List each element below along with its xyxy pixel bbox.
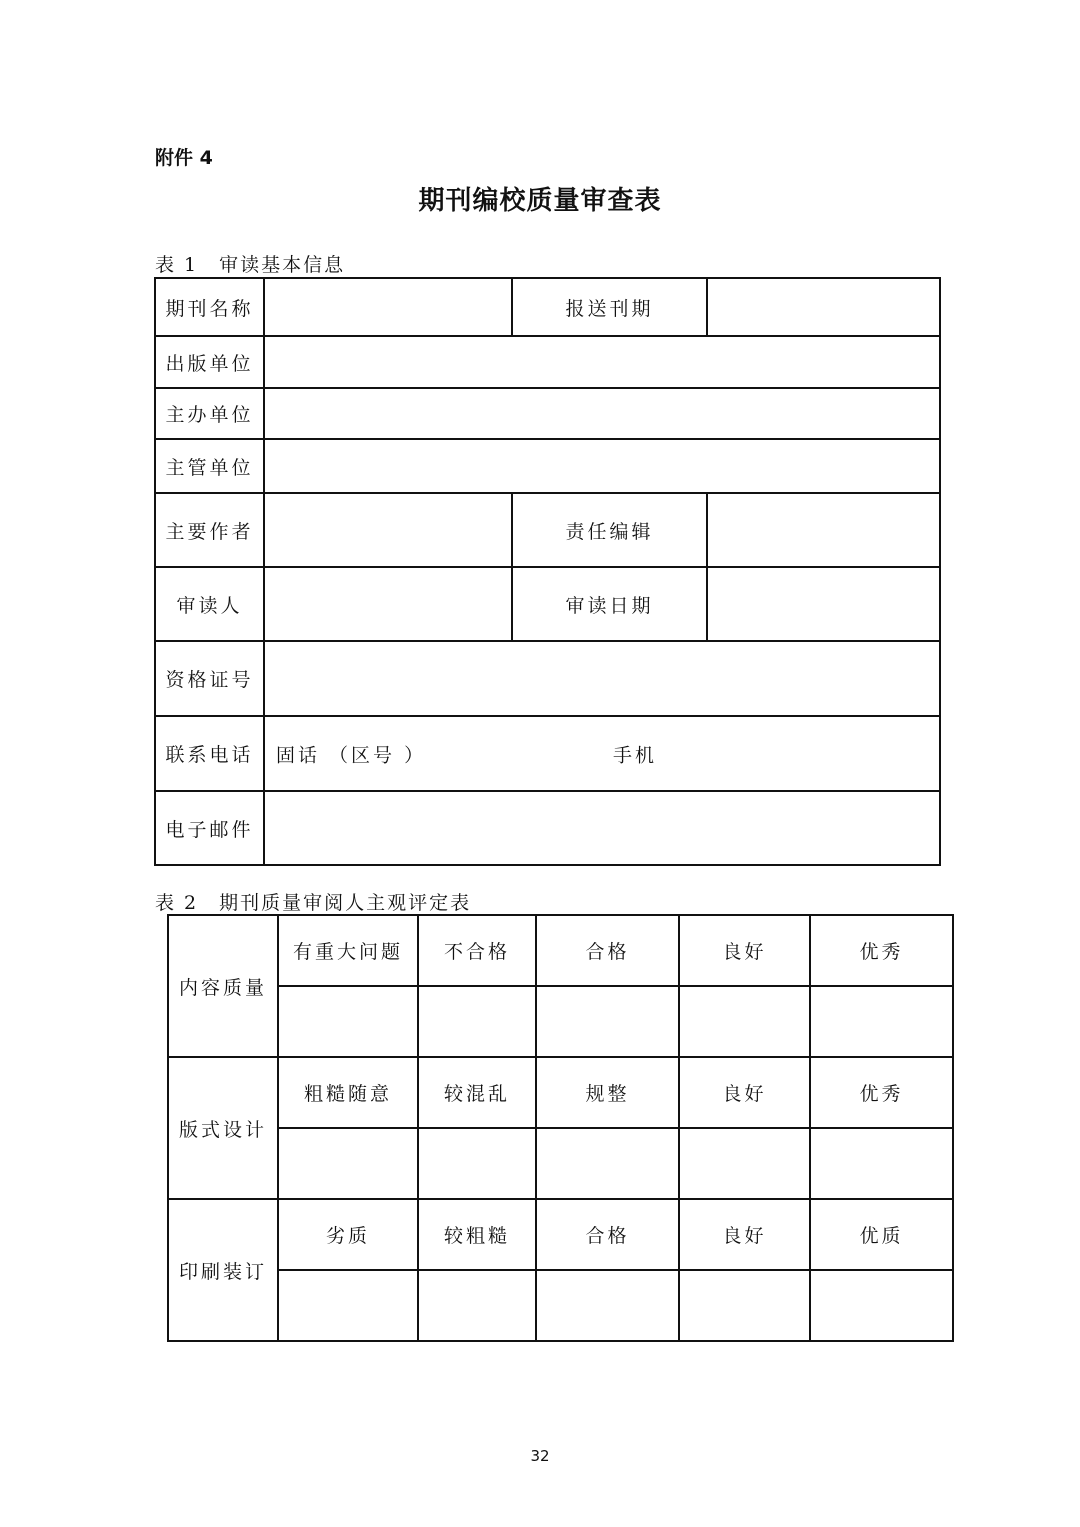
supervisor-field[interactable] — [264, 439, 940, 493]
table1-caption: 表 1 审读基本信息 — [155, 254, 346, 276]
page-title: 期刊编校质量审查表 — [418, 186, 662, 216]
grade-header: 良好 — [679, 915, 810, 986]
grade-header: 优秀 — [810, 1057, 953, 1128]
certificate-field[interactable] — [264, 641, 940, 716]
grade-header: 合格 — [536, 915, 679, 986]
content-quality-label: 内容质量 — [168, 915, 278, 1057]
grade-header: 粗糙随意 — [278, 1057, 418, 1128]
email-label: 电子邮件 — [155, 791, 264, 865]
phone-field[interactable] — [264, 716, 940, 791]
sponsor-field[interactable] — [264, 388, 940, 439]
supervisor-label: 主管单位 — [155, 439, 264, 493]
author-field[interactable] — [264, 493, 512, 567]
email-field[interactable] — [264, 791, 940, 865]
issue-label: 报送刊期 — [512, 278, 707, 336]
grade-check-cell[interactable] — [418, 986, 536, 1057]
certificate-label: 资格证号 — [155, 641, 264, 716]
grade-check-cell[interactable] — [418, 1270, 536, 1341]
grade-header: 较粗糙 — [418, 1199, 536, 1270]
layout-design-label: 版式设计 — [168, 1057, 278, 1199]
printing-binding-label: 印刷装订 — [168, 1199, 278, 1341]
editor-field[interactable] — [707, 493, 940, 567]
grade-header: 优秀 — [810, 915, 953, 986]
grade-header: 良好 — [679, 1057, 810, 1128]
basic-info-table — [154, 277, 941, 866]
table2-caption: 表 2 期刊质量审阅人主观评定表 — [155, 892, 472, 914]
grade-check-cell[interactable] — [679, 1270, 810, 1341]
grade-header: 合格 — [536, 1199, 679, 1270]
grade-check-cell[interactable] — [536, 1270, 679, 1341]
sponsor-label: 主办单位 — [155, 388, 264, 439]
page-number: 32 — [530, 1447, 550, 1465]
grade-check-cell[interactable] — [810, 986, 953, 1057]
grade-header: 优质 — [810, 1199, 953, 1270]
reviewer-field[interactable] — [264, 567, 512, 641]
review-date-field[interactable] — [707, 567, 940, 641]
grade-check-cell[interactable] — [679, 1128, 810, 1199]
grade-check-cell[interactable] — [810, 1128, 953, 1199]
mobile-label: 手机 — [613, 744, 658, 766]
grade-check-cell[interactable] — [278, 1270, 418, 1341]
grade-check-cell[interactable] — [679, 986, 810, 1057]
journal-name-field[interactable] — [264, 278, 512, 336]
grade-check-cell[interactable] — [810, 1270, 953, 1341]
grade-check-cell[interactable] — [278, 986, 418, 1057]
reviewer-label: 审读人 — [155, 567, 264, 641]
grade-header: 不合格 — [418, 915, 536, 986]
grade-check-cell[interactable] — [418, 1128, 536, 1199]
publisher-field[interactable] — [264, 336, 940, 388]
landline-label: 固话 （区号 ） — [276, 744, 427, 766]
grade-check-cell[interactable] — [278, 1128, 418, 1199]
journal-name-label: 期刊名称 — [155, 278, 264, 336]
review-date-label: 审读日期 — [512, 567, 707, 641]
grade-header: 劣质 — [278, 1199, 418, 1270]
grade-header: 较混乱 — [418, 1057, 536, 1128]
phone-label: 联系电话 — [155, 716, 264, 791]
publisher-label: 出版单位 — [155, 336, 264, 388]
author-label: 主要作者 — [155, 493, 264, 567]
grade-header: 规整 — [536, 1057, 679, 1128]
attachment-label: 附件 4 — [155, 147, 213, 169]
issue-field[interactable] — [707, 278, 940, 336]
editor-label: 责任编辑 — [512, 493, 707, 567]
grade-check-cell[interactable] — [536, 1128, 679, 1199]
grade-check-cell[interactable] — [536, 986, 679, 1057]
quality-assessment-table — [167, 914, 954, 1342]
grade-header: 有重大问题 — [278, 915, 418, 986]
grade-header: 良好 — [679, 1199, 810, 1270]
